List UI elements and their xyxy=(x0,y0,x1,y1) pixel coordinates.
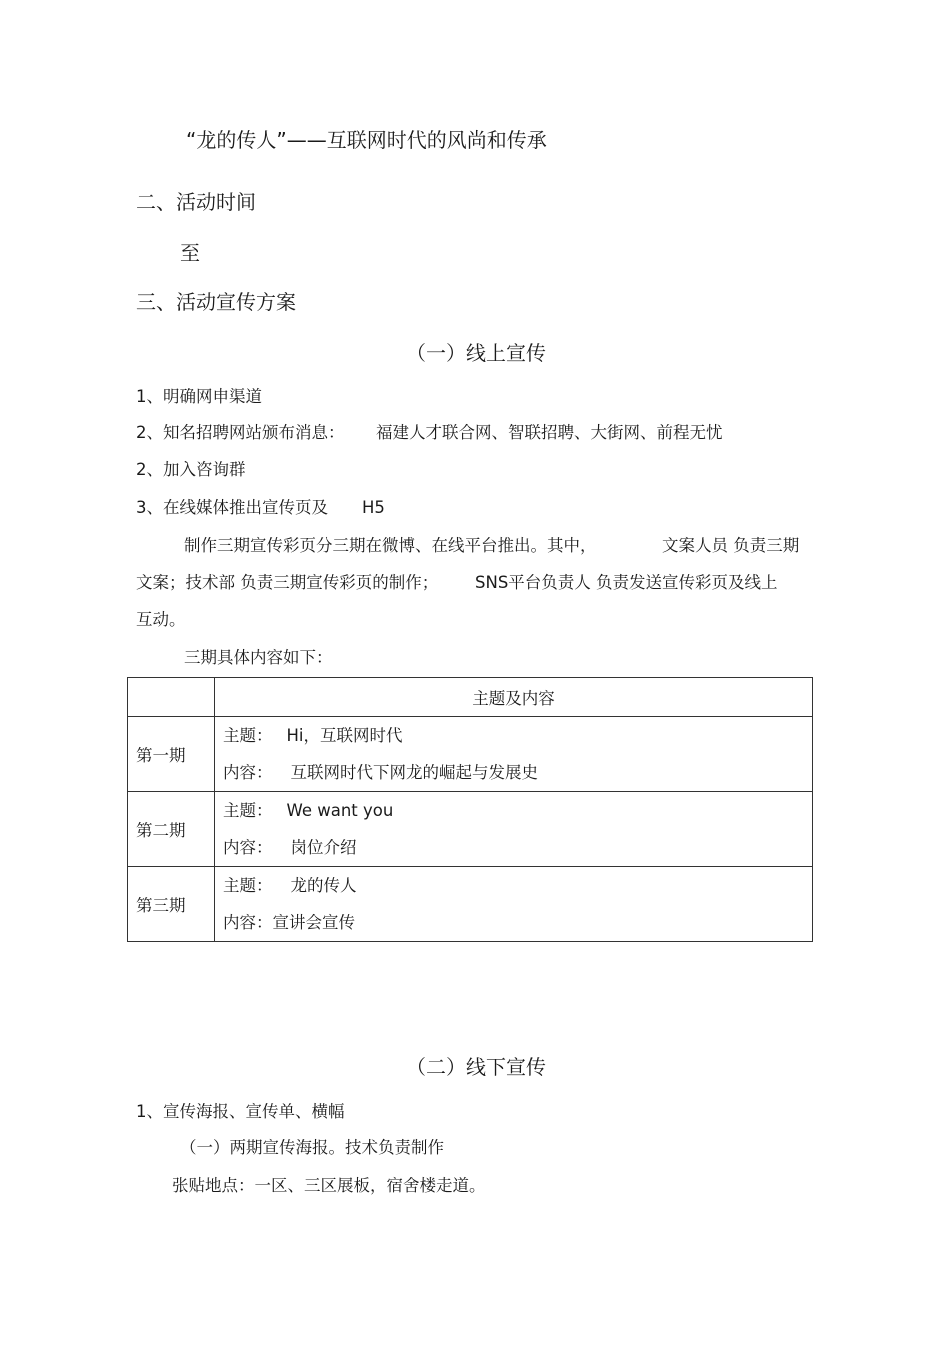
content-value: 互联网时代下网龙的崛起与发展史 xyxy=(290,763,538,782)
offline-heading: （二）线下宣传 xyxy=(406,1055,546,1079)
recruitment-sites: 福建人才联合网、智联招聘、大街网、前程无忧 xyxy=(376,423,723,442)
section-2-heading: 二、活动时间 xyxy=(136,190,256,214)
online-item-3: 2、加入咨询群 xyxy=(136,460,246,479)
online-heading: （一）线上宣传 xyxy=(406,341,546,365)
online-item-4: 3、在线媒体推出宣传页及 xyxy=(136,498,328,517)
content-label: 内容： xyxy=(223,838,273,857)
theme-value: We want you xyxy=(286,801,394,820)
theme-value: Hi，互联网时代 xyxy=(286,726,403,745)
theme-label: 主题： xyxy=(223,876,273,895)
posting-location: 张贴地点：一区、三区展板，宿舍楼走道。 xyxy=(172,1176,486,1195)
details-cell xyxy=(215,867,813,942)
table-header-cell: 主题及内容 xyxy=(215,678,813,717)
paragraph-line-2a: 文案；技术部 负责三期宣传彩页的制作； xyxy=(136,573,439,592)
paragraph-line-1a: 制作三期宣传彩页分三期在微博、在线平台推出。其中， xyxy=(184,536,597,555)
section-3-heading: 三、活动宣传方案 xyxy=(136,290,296,314)
table-header-empty xyxy=(128,678,215,717)
details-cell xyxy=(215,717,813,792)
theme-value: 龙的传人 xyxy=(290,876,357,895)
paragraph-line-3: 互动。 xyxy=(136,610,186,629)
content-value: 宣讲会宣传 xyxy=(272,913,355,932)
table-header-row xyxy=(128,678,813,717)
paragraph-line-2b: SNS平台负责人 负责发送宣传彩页及线上 xyxy=(475,573,778,592)
offline-item-1: 1、宣传海报、宣传单、横幅 xyxy=(136,1102,345,1121)
period-cell: 第一期 xyxy=(128,717,215,792)
table-row xyxy=(128,792,813,867)
offline-sub-1: （一）两期宣传海报。技术负责制作 xyxy=(180,1138,444,1157)
content-value: 岗位介绍 xyxy=(290,838,357,857)
table-row xyxy=(128,867,813,942)
period-cell: 第三期 xyxy=(128,867,215,942)
theme-label: 主题： xyxy=(223,801,273,820)
online-item-1: 1、明确网申渠道 xyxy=(136,387,262,406)
activity-time-value: 至 xyxy=(180,241,200,265)
content-label: 内容： xyxy=(223,763,273,782)
paragraph-line-1b: 文案人员 负责三期 xyxy=(662,536,800,555)
document-title: “龙的传人”——互联网时代的风尚和传承 xyxy=(186,128,547,152)
table-row xyxy=(128,717,813,792)
content-label: 内容： xyxy=(223,913,273,932)
details-cell xyxy=(215,792,813,867)
table-intro: 三期具体内容如下： xyxy=(184,648,333,667)
period-cell: 第二期 xyxy=(128,792,215,867)
h5-label: H5 xyxy=(362,498,385,517)
content-table xyxy=(127,677,813,942)
online-item-2: 2、知名招聘网站颁布消息： xyxy=(136,423,345,442)
theme-label: 主题： xyxy=(223,726,273,745)
